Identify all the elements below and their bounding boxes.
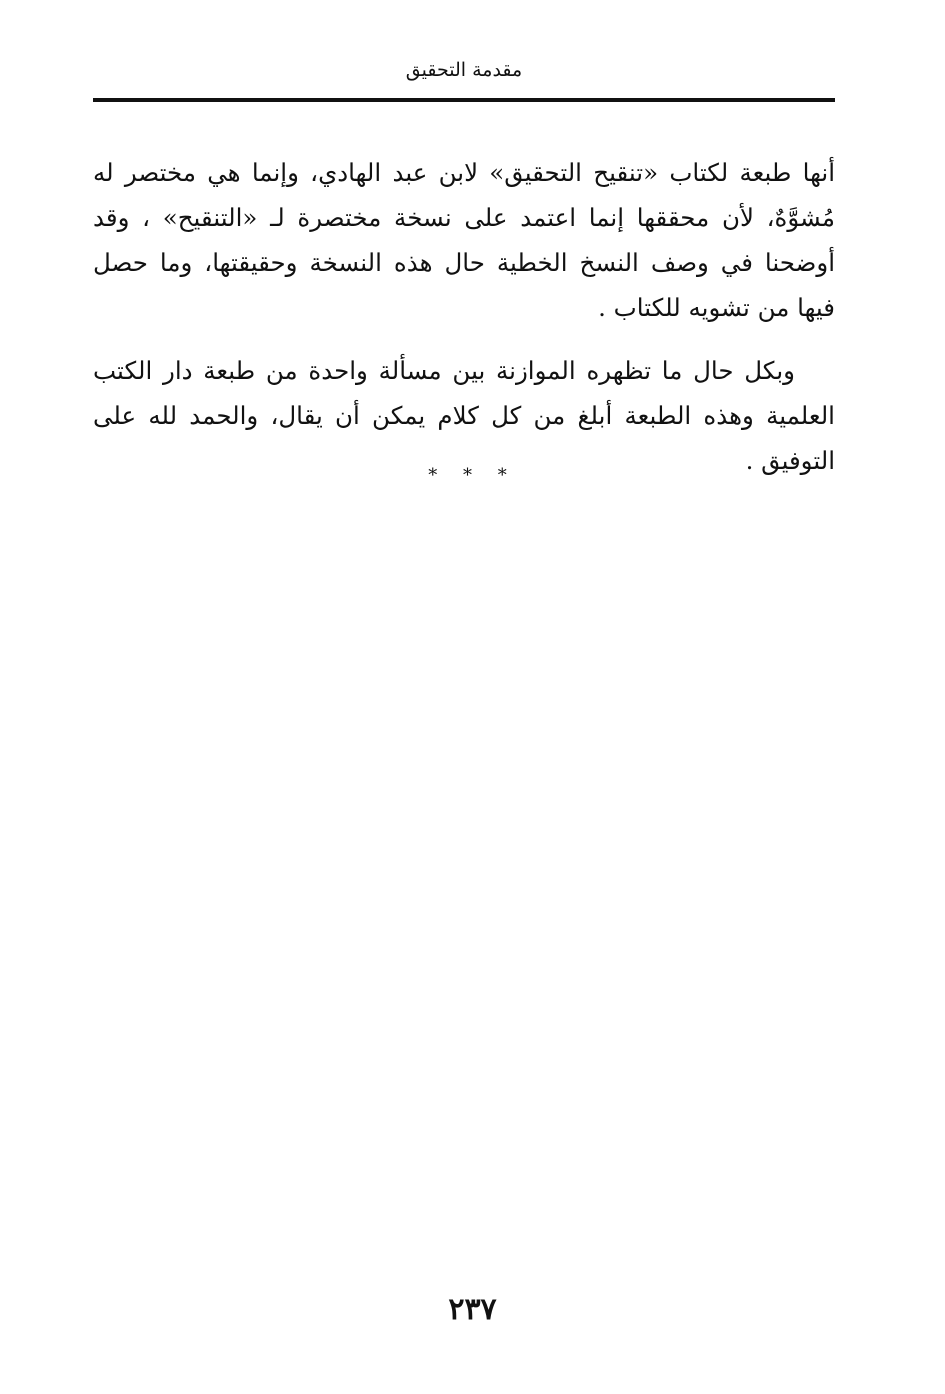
header-rule (93, 98, 835, 102)
running-header-title: مقدمة التحقيق (405, 59, 523, 81)
section-separator: * * * (428, 465, 517, 486)
page-number: ٢٣٧ (448, 1292, 497, 1327)
paragraph-2-text: وبكل حال ما تظهره الموازنة بين مسألة واحدة من طبعة دار الكتب العلمية وهذه الطبعة أبلغ من كل كلام يمكن أن يقال، والحمد لله على التوفيق . (93, 356, 835, 475)
body-text (93, 150, 835, 483)
paragraph-1: أنها طبعة لكتاب «تنقيح التحقيق» لابن عبد الهادي، وإنما هي مختصر له مُشوَّهٌ، لأن محققها إنما اعتمد على نسخة مختصرة لـ «التنقيح» ، وقد أوضحنا في وصف النسخ الخطية حال هذه النسخة وحقيقتها، وما حصل فيها من تشويه للكتاب . (93, 158, 835, 322)
